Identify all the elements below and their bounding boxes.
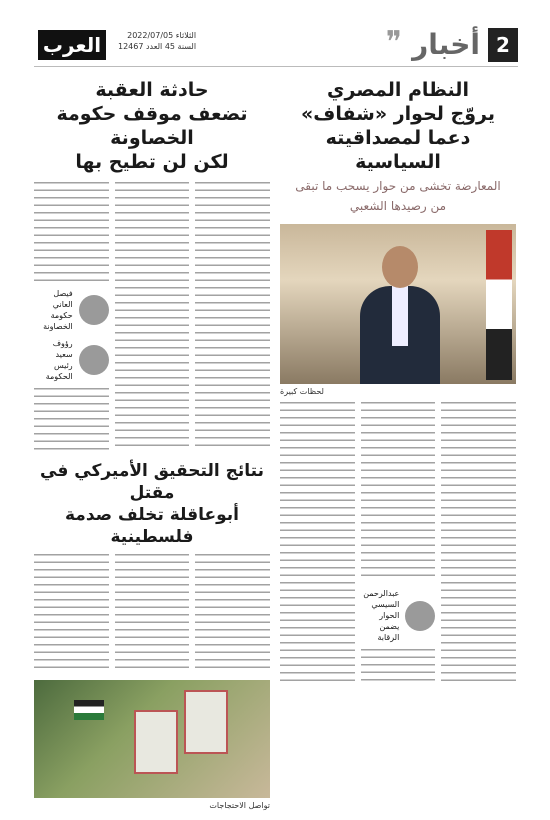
- author-role: حكومة الخصاونة: [43, 311, 73, 331]
- author-name: عبدالرحمن السيسي: [363, 589, 400, 609]
- body-column: [195, 554, 270, 674]
- author-box: [34, 338, 109, 382]
- main-headline-line-1: النظام المصري: [327, 79, 469, 101]
- issue-number: السنة 45 العدد 12467: [118, 42, 197, 51]
- page-number: 2: [488, 28, 518, 62]
- author-role: الحوار يضمن الرقابة: [377, 611, 400, 642]
- main-headline-line-2: يروّج لحوار «شفاف»: [301, 103, 495, 125]
- author-box: [361, 588, 436, 643]
- portrait-figure: [360, 246, 440, 384]
- author-box: [34, 288, 109, 332]
- left-bottom-photo: [34, 680, 270, 798]
- author-photo: [79, 345, 109, 375]
- body-column: [34, 554, 109, 674]
- body-column: [115, 182, 190, 452]
- issue-info: [118, 30, 196, 52]
- main-story-photo: [280, 224, 516, 384]
- left-top-headline-line-3: لكن لن تطيح بها: [75, 151, 229, 173]
- body-column: [195, 182, 270, 452]
- author-photo: [79, 295, 109, 325]
- body-column: [115, 554, 190, 674]
- author-photo: [405, 601, 435, 631]
- main-subheadline-line-1: المعارضة تخشى من حوار يسحب ما تبقى: [295, 179, 501, 193]
- main-story: [280, 78, 516, 682]
- author-name: فيصل العاني: [52, 289, 73, 309]
- memorial-poster-image: [184, 690, 228, 754]
- left-bottom-headline-line-2: أبوعاقلة تخلف صدمة فلسطينية: [65, 505, 239, 547]
- masthead: [34, 22, 518, 67]
- issue-date: الثلاثاء 2022/07/05: [127, 31, 197, 40]
- memorial-poster-image: [134, 710, 178, 774]
- left-top-headline-line-1: حادثة العقبة: [95, 79, 209, 101]
- body-column: [34, 182, 109, 452]
- newspaper-logo: العرب: [38, 30, 106, 60]
- left-bottom-photo-caption: تواصل الاحتجاجات: [209, 801, 270, 810]
- left-top-story-body: [34, 182, 270, 452]
- main-photo-caption: لحظات كبيرة: [280, 387, 324, 396]
- body-column: [441, 402, 516, 682]
- main-story-body: [280, 402, 516, 682]
- flag-image: [74, 700, 104, 720]
- left-bottom-story-body: [34, 554, 270, 674]
- body-column: [361, 402, 436, 682]
- flag-image: [486, 230, 512, 380]
- author-role: رئيس الحكومة: [45, 361, 73, 381]
- main-headline-line-3: دعما لمصداقيته السياسية: [325, 127, 471, 173]
- left-top-headline-line-2: تضعف موقف حكومة الخصاونة: [56, 103, 248, 149]
- body-column: [280, 402, 355, 682]
- left-column: [34, 78, 270, 810]
- author-name: رؤوف سعيد: [52, 339, 73, 359]
- left-bottom-headline-line-1: نتائج التحقيق الأميركي في مقتل: [40, 461, 264, 503]
- main-subheadline-line-2: من رصيدها الشعبي: [349, 199, 447, 213]
- section-title: أخبار: [412, 28, 480, 61]
- quote-mark-icon: ❞: [385, 25, 402, 60]
